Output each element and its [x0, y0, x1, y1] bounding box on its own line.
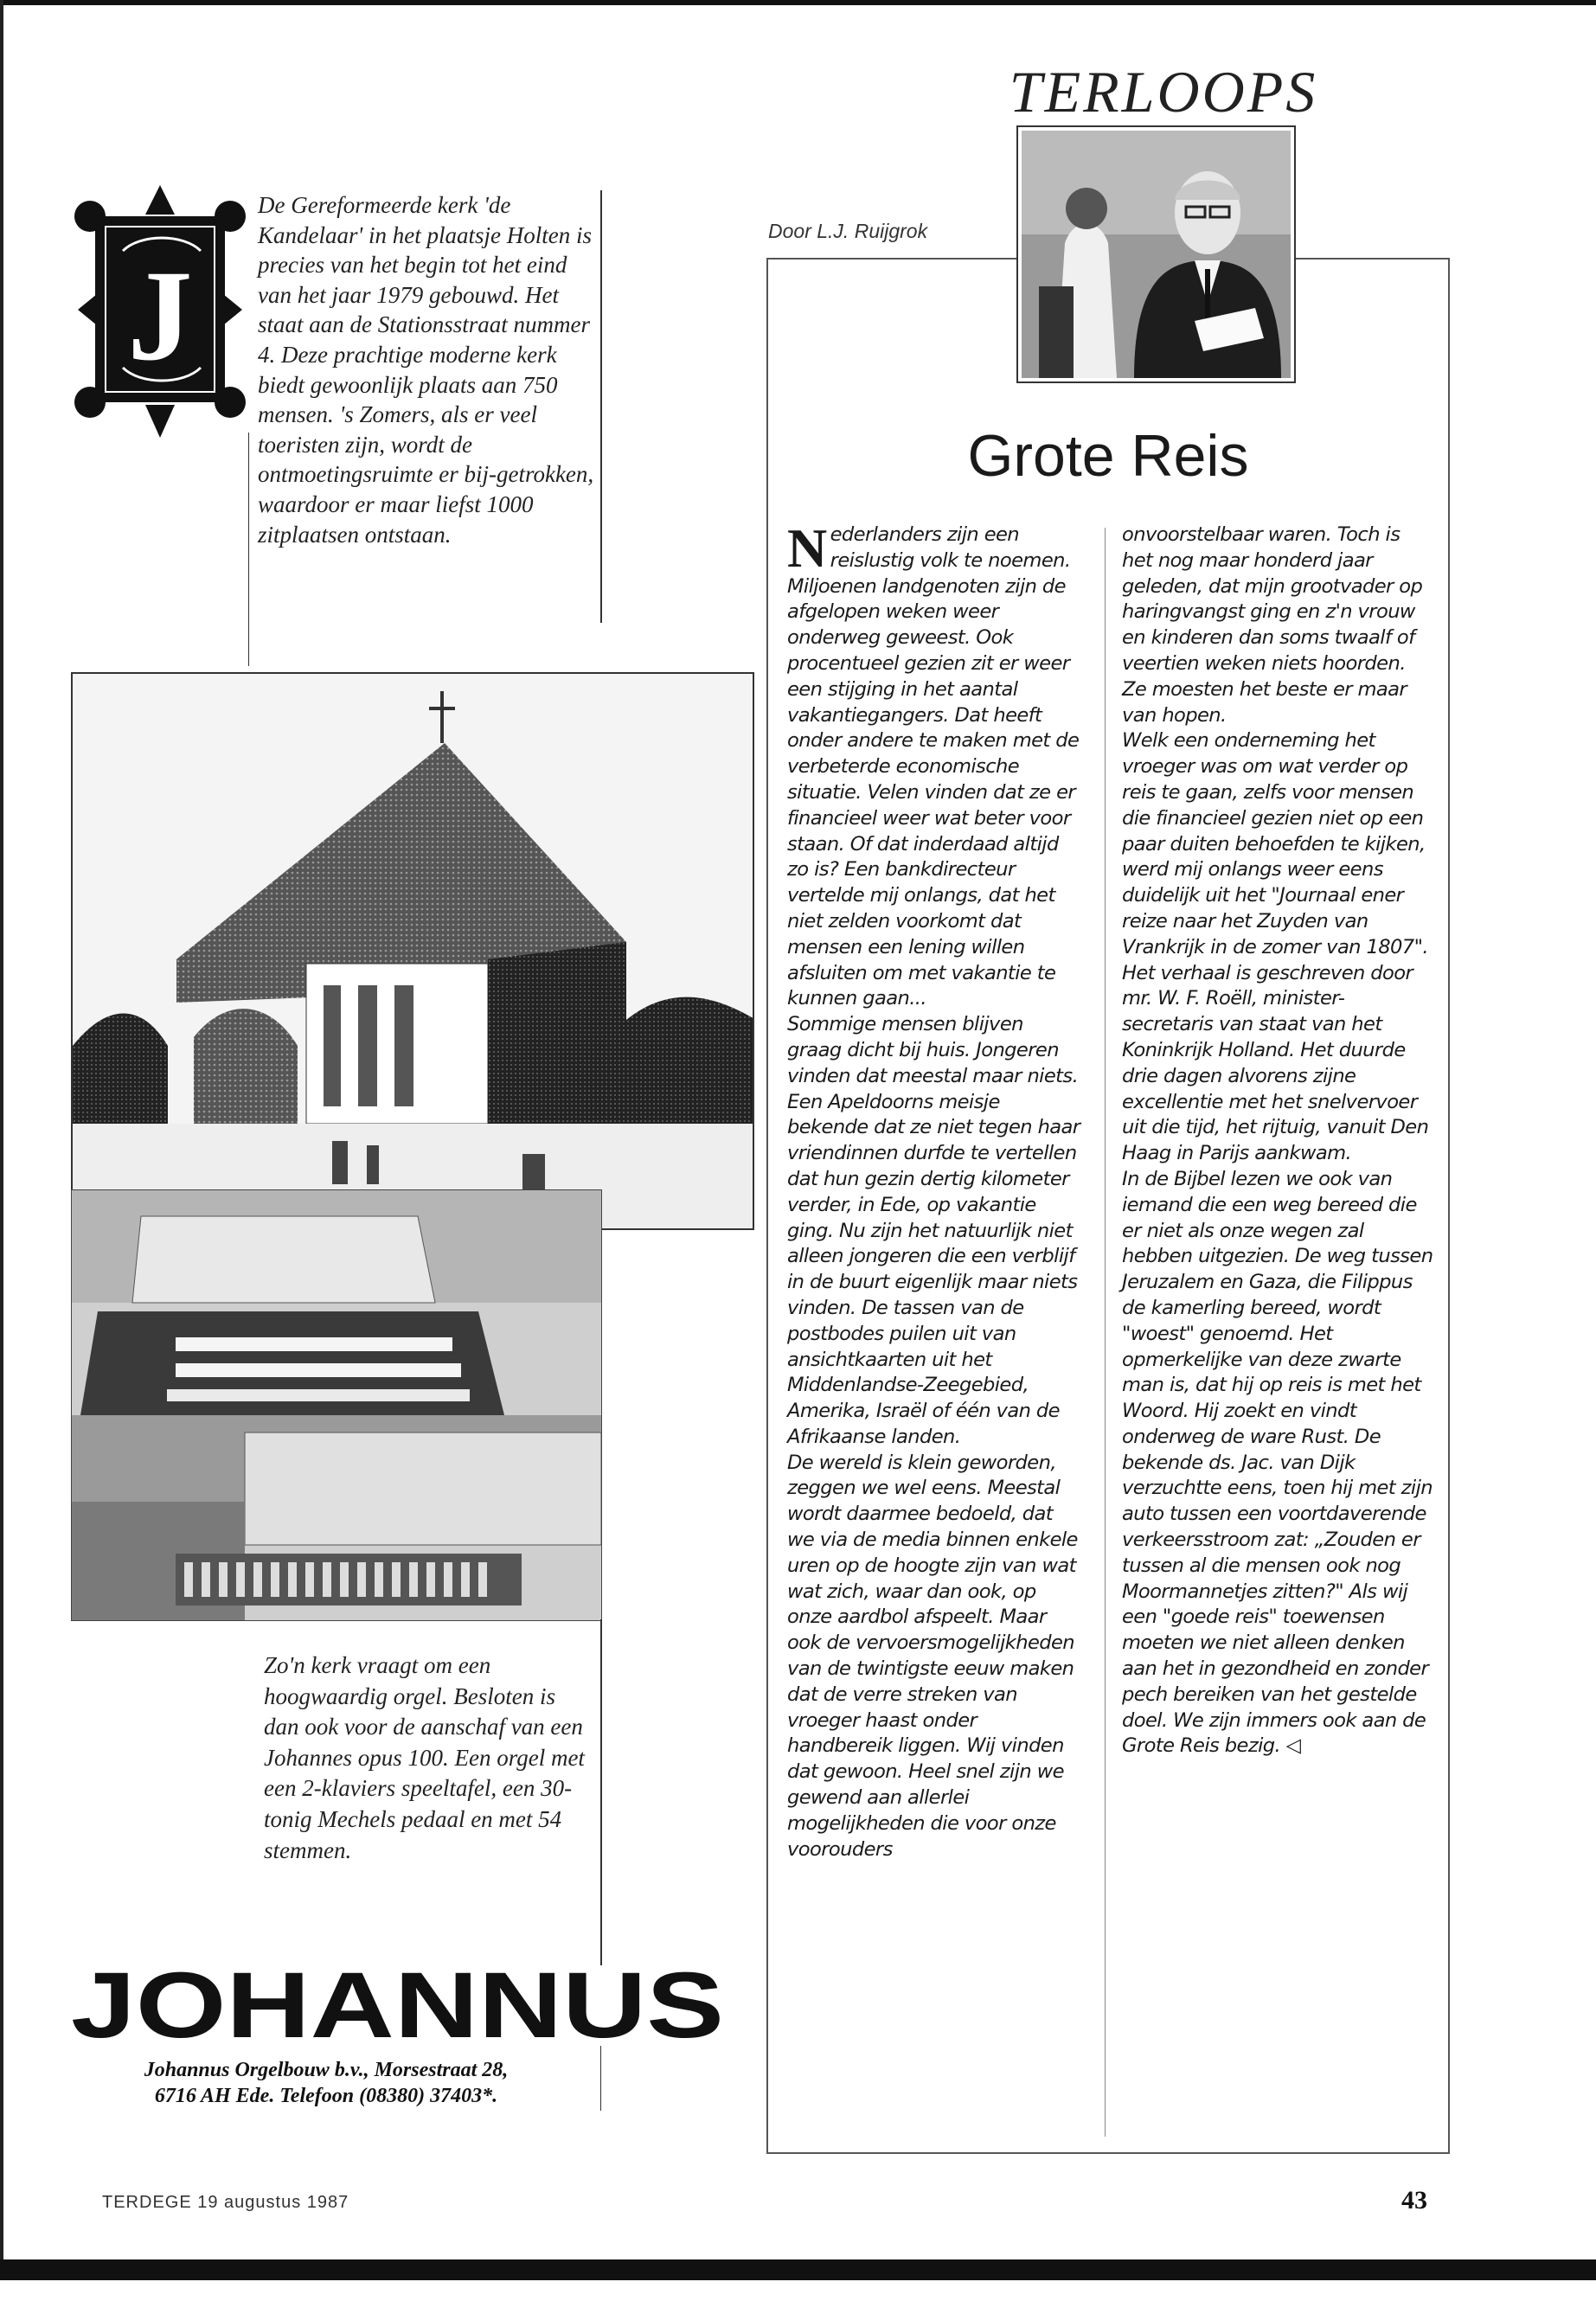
article-paragraph [787, 517, 1083, 1012]
intro-paragraph: De Gereformeerde kerk 'de Kandelaar' in het plaatsje Holten is precies van het begin tot het eind van het jaar 1979 gebouwd. Het staat aan de Stationsstraat nummer 4. Deze prachtige moderne kerk biedt gewoonlijk plaats aan 750 mensen. 's Zomers, als er veel toeristen zijn, wordt de ontmoetingsruimte er bij-getrokken, waardoor er maar liefst 1000 zitplaatsen ontstaan. [258, 192, 594, 548]
ornamental-drop-cap-icon [71, 182, 248, 441]
page-top-rule [0, 0, 1596, 5]
article-paragraph: onvoorstelbaar waren. Toch is het nog maar honderd jaar geleden, dat mijn grootvader op haringvangst ging en z'n vrouw en kinderen dan soms twaalf of veertien weken niets hoorden. Ze moesten het beste er maar van hopen. [1122, 523, 1423, 727]
intro-divider [600, 190, 602, 623]
author-photo [1016, 125, 1296, 383]
page-left-rule [0, 0, 3, 2280]
organ-caption: Zo'n kerk vraagt om een hoogwaardig orgel. Besloten is dan ook voor de aanschaf van een Johannes opus 100. Een orgel met een 2-klaviers speeltafel, een 30-tonig Mechels pedaal en met 54 stemmen. [264, 1652, 585, 1863]
article-paragraph-text: ederlanders zijn een reislustig volk te noemen. Miljoenen landgenoten zijn de afgelopen weken weer onderweg geweest. Ook procentueel gezien zit er weer een stijging in het aantal vakantiegangers. Dat heeft onder andere te maken met de verbeterde economische situatie. Velen vinden dat ze er financieel weer wat beter voor staan. Of dat inderdaad altijd zo is? Een bankdirecteur vertelde mij onlangs, dat het niet zelden voorkomt dat mensen een lening willen afsluiten om met vakantie te kunnen gaan... [787, 523, 1080, 1010]
column-title: TERLOOPS [1009, 59, 1318, 125]
brand-name: JOHANNUS [71, 1959, 724, 2046]
johannus-logo [71, 1959, 728, 2046]
intro-left-divider [248, 433, 249, 666]
page-number: 43 [1401, 2186, 1427, 2214]
organ-photo [71, 1189, 602, 1621]
address-line-2: 6716 AH Ede. Telefoon (08380) 37403*. [154, 2085, 498, 2107]
caption-divider [600, 1619, 602, 1965]
article-column-divider [1105, 528, 1106, 2137]
article-column-1 [787, 517, 1083, 1862]
church-photo [71, 672, 754, 1230]
drop-cap-letter: J [127, 244, 193, 388]
publication-footer: TERDEGE 19 augustus 1987 [102, 2193, 349, 2212]
article-paragraph: Sommige mensen blijven graag dicht bij huis. Jongeren vinden dat meestal maar niets. Een Apeldoorns meisje bekende dat ze niet tegen haar vriendinnen durfde te vertellen dat hun gezin dertig kilometer verder, in Ede, op vakantie ging. Nu zijn het natuurlijk niet alleen jongeren die een verblijf in de buurt eigenlijk maar niets vinden. De tassen van de postbodes puilen uit van ansichtkaarten uit het Middenlandse-Zeegebied, Amerika, Israël of één van de Afrikaanse landen. [787, 1013, 1080, 1448]
page-bottom-rule [0, 2259, 1596, 2280]
article-paragraph: In de Bijbel lezen we ook van iemand die een weg bereed die er niet als onze wegen zal hebben uitgezien. De weg tussen Jeruzalem en Gaza, die Filippus de kamerling bereed, wordt "woest" genoemd. Het opmerkelijke van deze zwarte man is, dat hij op reis is met het Woord. Hij zoekt en vindt onderweg de ware Rust. De bekende ds. Jac. van Dijk verzuchtte eens, toen hij met zijn auto tussen een voortdaverende verkeersstroom zat: „Zouden er tussen al die mensen ook nog Moormannetjes zitten?" Als wij een "goede reis" toewensen moeten we niet alleen denken aan het in gezondheid en zonder pech bereiken van het gestelde doel. We zijn immers ook aan de Grote Reis bezig. ◁ [1122, 1167, 1433, 1758]
article-paragraph: Welk een onderneming het vroeger was om wat verder op reis te gaan, zelfs voor mensen die financieel gezien niet op een paar duiten behoefden te kijken, werd mij onlangs weer eens duidelijk uit het "Journaal ener reize naar het Zuyden van Vrankrijk in de zomer van 1807". Het verhaal is geschreven door mr. W. F. Roëll, minister-secretaris van staat van het Koninkrijk Holland. Het duurde drie dagen alvorens zijne excellentie met het snelvervoer uit die tijd, het rijtuig, vanuit Den Haag in Parijs aankwam. [1122, 729, 1429, 1165]
article-drop-cap: N [787, 517, 827, 579]
brand-address [71, 2057, 581, 2109]
article-title: Grote Reis [967, 423, 1249, 489]
address-line-1: Johannus Orgelbouw b.v., Morsestraat 28, [144, 2059, 509, 2081]
article-column-2 [1122, 522, 1433, 1759]
article-paragraph: De wereld is klein geworden, zeggen we wel eens. Meestal wordt daarmee bedoeld, dat we via de media binnen enkele uren op de hoogte zijn van wat wat zich, waar dan ook, op onze aardbol afspeelt. Maar ook de vervoersmogelijkheden van de twintigste eeuw maken dat de verre streken van vroeger haast onder handbereik liggen. Wij vinden dat gewoon. Heel snel zijn we gewend aan allerlei mogelijkheden die voor onze voorouders [787, 1451, 1078, 1861]
address-divider [600, 2046, 601, 2111]
author-byline: Door L.J. Ruijgrok [768, 220, 928, 242]
